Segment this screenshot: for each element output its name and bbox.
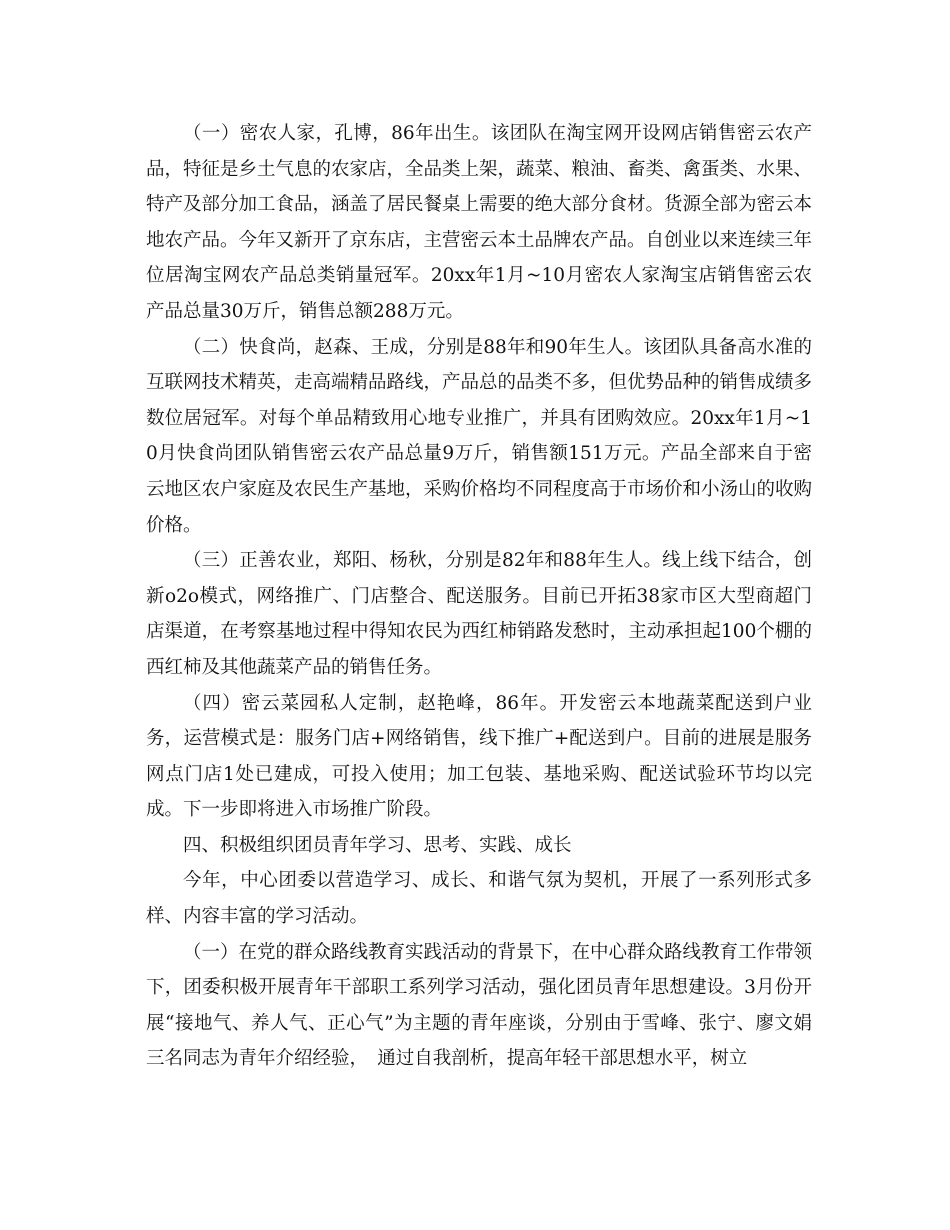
section-heading-4: 四、积极组织团员青年学习、思考、实践、成长 [183, 834, 572, 856]
paragraph-learning-intro: 今年，中心团委以营造学习、成长、和谐气氛为契机，开展了一系列形式多样、内容丰富的学习活动。 [146, 870, 812, 928]
paragraph-kuaishishang: （二）快食尚，赵森、王成，分别是88年和90年生人。该团队具备高水准的互联网技术精英，走高端精品路线，产品总的品类不多，但优势品种的销售成绩多数位居冠军。对每个单品精致用心地专业推广，并具有团购效应。20xx年1月~10月快食尚团队销售密云农产品总量9万斤，销售额151万元。产品全部来自于密云地区农户家庭及农民生产基地，采购价格均不同程度高于市场价和小汤山的收购价格。 [146, 336, 813, 536]
paragraph-milan-renjia: （一）密农人家，孔博，86年出生。该团队在淘宝网开设网店销售密云农产品，特征是乡土气息的农家店，全品类上架，蔬菜、粮油、畜类、禽蛋类、水果、特产及部分加工食品，涵盖了居民餐桌上需要的绝大部分食材。货源全部为密云本地农产品。今年又新开了京东店，主营密云本土品牌农产品。自创业以来连续三年位居淘宝网农产品总类销量冠军。20xx年1月~10月密农人家淘宝店销售密云农产品总量30万斤，销售总额288万元。 [146, 123, 813, 322]
paragraph-learning-item-1: （一）在党的群众路线教育实践活动的背景下，在中心群众路线教育工作带领下，团委积极开展青年干部职工系列学习活动，强化团员青年思想建设。3月份开展“接地气、养人气、正心气”为主题的青年座谈，分别由于雪峰、张宁、廖文娟三名同志为青年介绍经验， 通过自我剖析，提高年轻干部思想水平，树立 [146, 941, 813, 1070]
paragraph-caiyuan-dingzhi: （四）密云菜园私人定制，赵艳峰，86年。开发密云本地蔬菜配送到户业务，运营模式是：服务门店+网络销售，线下推广+配送到户。目前的进展是服务网点门店1处已建成，可投入使用；加工包装、基地采购、配送试验环节均以完成。下一步即将进入市场推广阶段。 [146, 692, 812, 821]
paragraph-zhengshan-nongye: （三）正善农业，郑阳、杨秋，分别是82年和88年生人。线上线下结合，创新o2o模式，网络推广、门店整合、配送服务。目前已开拓38家市区大型商超门店渠道，在考察基地过程中得知农民为西红柿销路发愁时，主动承担起100个棚的西红柿及其他蔬菜产品的销售任务。 [146, 550, 812, 678]
document-body [146, 116, 812, 1077]
